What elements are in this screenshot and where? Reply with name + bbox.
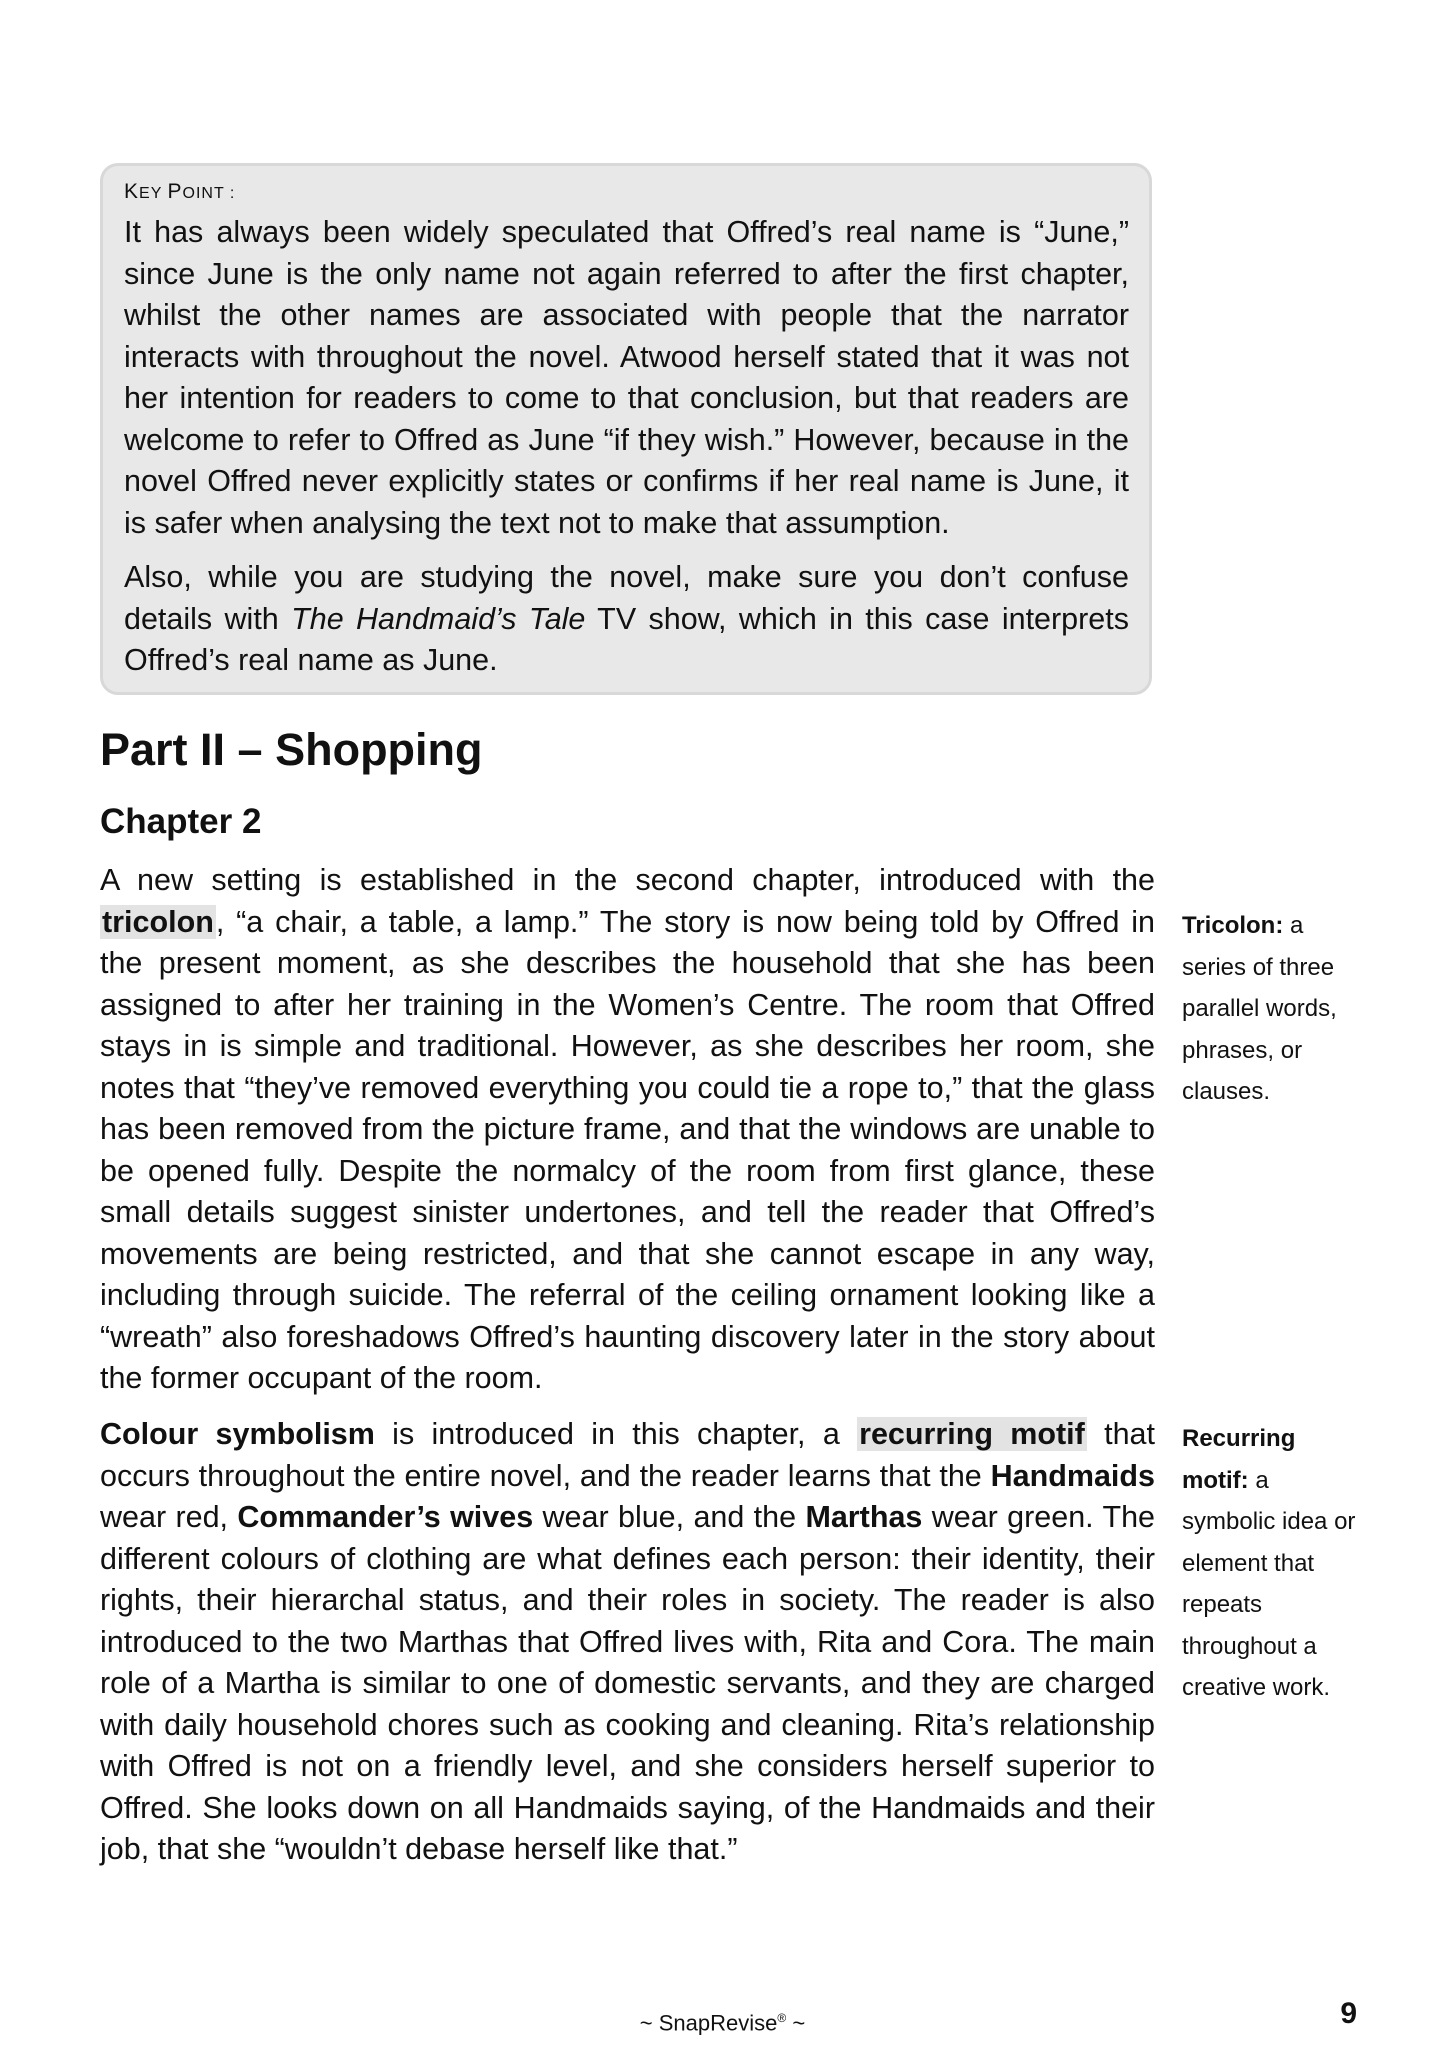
key-point-paragraph-2: Also, while you are studying the novel, make sure you don’t confuse details with The Handmaid’s Tale TV show, which in this case interprets Offred’s real name as June.	[124, 560, 1129, 677]
footer-brand: ~ SnapRevise® ~	[639, 2010, 806, 2036]
term-tricolon: tricolon	[102, 904, 214, 939]
chapter-heading: Chapter 2	[100, 802, 262, 841]
body-paragraph-2: Colour symbolism is introduced in this chapter, a recurring motif that occurs throughout the entire novel, and the reader learns that the Handmaids wear red, Commander’s wives wear blue, and the Marthas wear green. The different colours of clothing are what defines each person: their identity, their rights, their hierarchal status, and their roles in society. The reader is also introduced to the two Marthas that Offred lives with, Rita and Cora. The main role of a Martha is similar to one of domestic servants, and they are charged with daily household chores such as cooking and cleaning. Rita’s relationship with Offred is not on a friendly level, and she considers herself superior to Offred. She looks down on all Handmaids saying, of the Handmaids and their job, that she “wouldn’t debase herself like that.”	[100, 1417, 1156, 1866]
term-recurring-motif: recurring motif	[859, 1417, 1085, 1451]
key-point-box	[100, 163, 1152, 695]
glossary-note-tricolon: Tricolon: a series of three parallel words, phrases, or clauses.	[1182, 912, 1337, 1105]
part-heading: Part II – Shopping	[100, 724, 483, 775]
key-point-label: KEY POINT :	[124, 180, 236, 203]
page-number: 9	[1340, 1997, 1357, 2030]
glossary-note-recurring-motif: Recurring motif: a symbolic idea or element that repeats throughout a creative work.	[1182, 1425, 1356, 1701]
book-title: The Handmaid’s Tale	[291, 601, 586, 636]
body-paragraph-1: A new setting is established in the second chapter, introduced with the tricolon, “a chair, a table, a lamp.” The story is now being told by Offred in the present moment, as she describes the household that she has been assigned to after her training in the Women’s Centre. The room that Offred stays in is simple and traditional. However, as she describes her room, she notes that “they’ve removed everything you could tie a rope to,” that the glass has been removed from the picture frame, and that the windows are unable to be opened fully. Despite the normalcy of the room from first glance, these small details suggest sinister undertones, and tell the reader that Offred’s movements are being restricted, and that she cannot escape in any way, including through suicide. The referral of the ceiling ornament looking like a “wreath” also foreshadows Offred’s haunting discovery later in the story about the former occupant of the room.	[100, 863, 1155, 1395]
key-point-paragraph-1: It has always been widely speculated that Offred’s real name is “June,” since June is the only name not again referred to after the first chapter, whilst the other names are associated with people that the narrator interacts with throughout the novel. Atwood herself stated that it was not her intention for readers to come to that conclusion, but that readers are welcome to refer to Offred as June “if they wish.” However, because in the novel Offred never explicitly states or confirms if her real name is June, it is safer when analysing the text not to make that assumption.	[124, 215, 1129, 540]
